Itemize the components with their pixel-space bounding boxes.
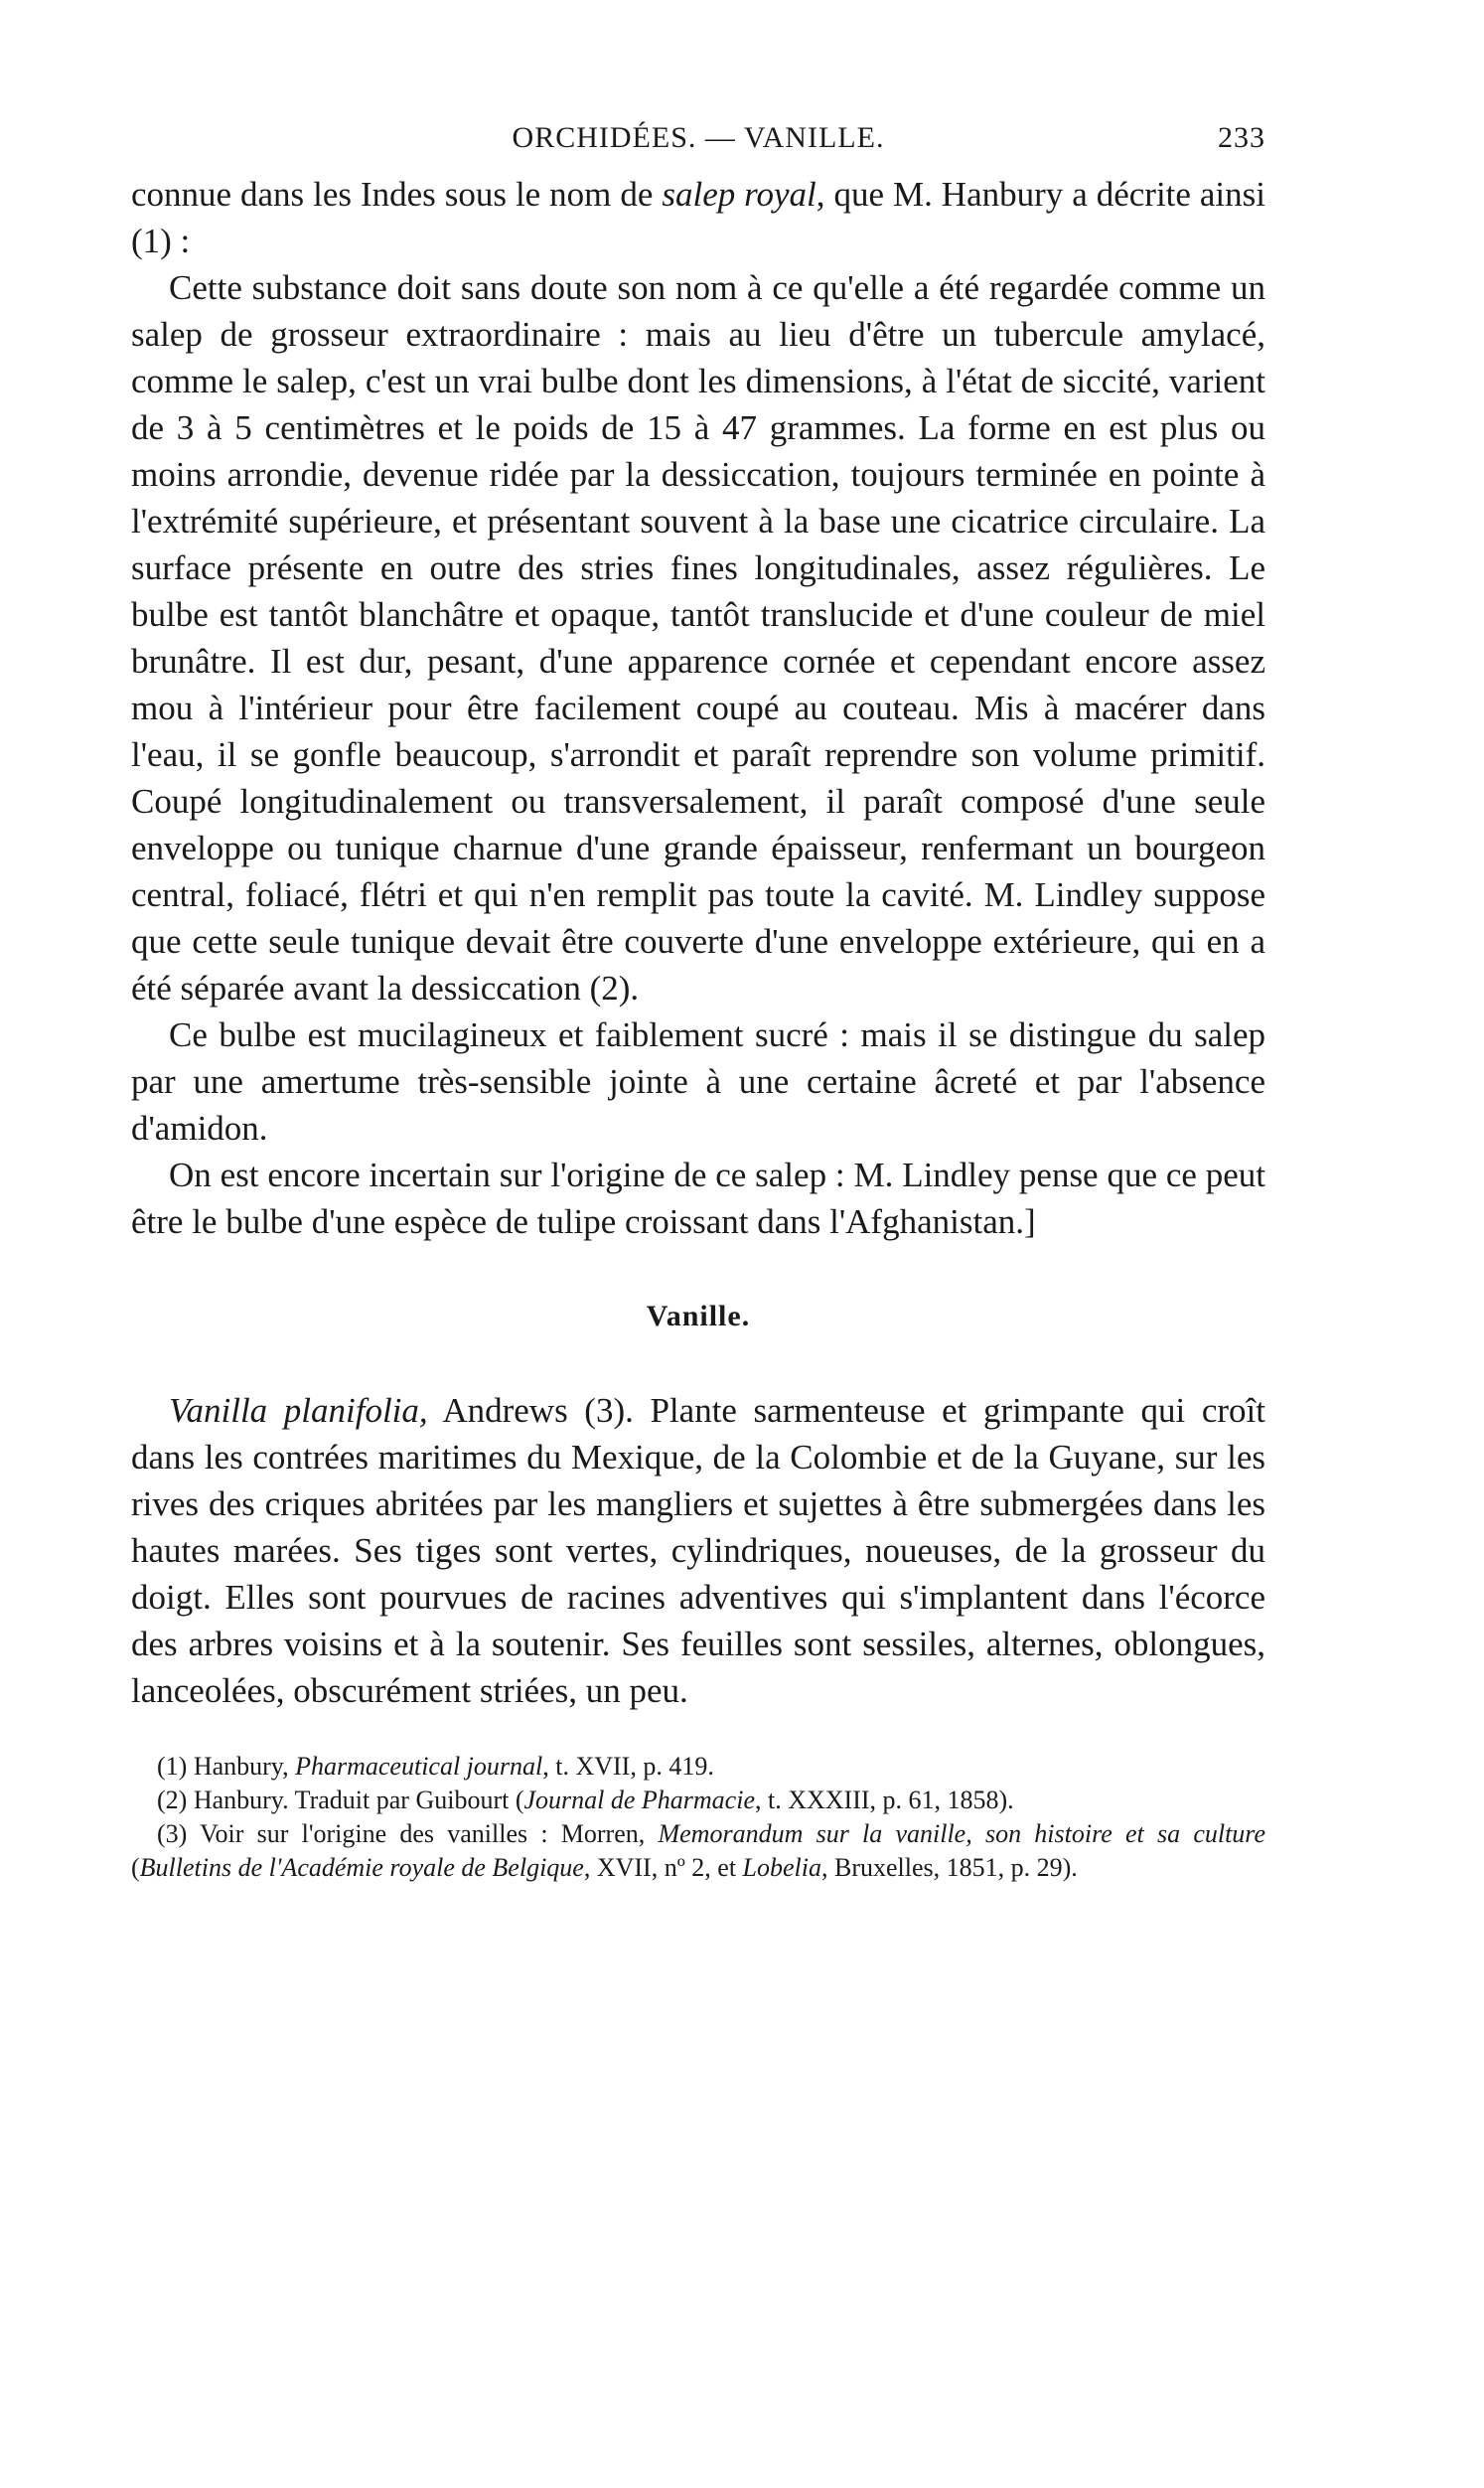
text-run: , Bruxelles, 1851, p. 29). <box>821 1853 1078 1882</box>
italic-title: Bulletins de l'Académie royale de Belgique <box>139 1853 584 1882</box>
text-run: Andrews (3). Plante sarmenteuse et grimpante qui croît dans les contrées maritimes du Mexique, de la Colombie et de la Guyane, sur les rives des criques abritées par les mangliers et sujettes à être submergées dans les hautes marées. Ses tiges sont vertes, cylindriques, noueuses, de la grosseur du doigt. Elles sont pourvues de racines adventives qui s'implantent dans l'écorce des arbres voisins et à la soutenir. Ses feuilles sont sessiles, alternes, oblongues, lanceolées, obscurément striées, un peu. <box>131 1391 1265 1710</box>
text-run: , t. XVII, p. 419. <box>542 1752 714 1781</box>
paragraph-salep-intro <box>131 171 1265 264</box>
italic-title: Journal de Pharmacie <box>523 1786 755 1814</box>
italic-title: Memorandum sur la vanille, son histoire et sa culture <box>658 1819 1265 1848</box>
paragraph-salep-properties: Ce bulbe est mucilagineux et faiblement sucré : mais il se distingue du salep par une amertume très-sensible jointe à une certaine âcreté et par l'absence d'amidon. <box>131 1015 1265 1148</box>
text-run: (1) Hanbury, <box>157 1752 296 1781</box>
footnote-1 <box>131 1750 1265 1784</box>
footnote-3 <box>131 1817 1265 1885</box>
running-head-title: ORCHIDÉES. — VANILLE. <box>512 121 885 154</box>
section-title: Vanille. <box>646 1300 751 1332</box>
footnote-2 <box>131 1784 1265 1817</box>
footnotes <box>131 1750 1265 1885</box>
text-run: , que M. Hanbury a décrite ainsi (1) : <box>131 175 1265 260</box>
text-run: , XVII, nº 2, et <box>583 1853 743 1882</box>
italic-title: Pharmaceutical journal <box>295 1752 543 1781</box>
italic-title: Lobelia <box>742 1853 821 1882</box>
italic-species-name: Vanilla planifolia, <box>169 1391 428 1430</box>
body-text <box>131 171 1265 1714</box>
paragraph-salep-description: Cette substance doit sans doute son nom à ce qu'elle a été regardée comme un salep de grosseur extraordinaire : mais au lieu d'être un tubercule amylacé, comme le salep, c'est un vrai bulbe dont les dimensions, à l'état de siccité, varient de 3 à 5 centimètres et le poids de 15 à 47 grammes. La forme en est plus ou moins arrondie, devenue ridée par la dessiccation, toujours terminée en pointe à l'extrémité supérieure, et présentant souvent à la base une cicatrice circulaire. La surface présente en outre des stries fines longitudinales, assez régulières. Le bulbe est tantôt blanchâtre et opaque, tantôt translucide et d'une couleur de miel brunâtre. Il est dur, pesant, d'une apparence cornée et cependant encore assez mou à l'intérieur pour être facilement coupé au couteau. Mis à macérer dans l'eau, il se gonfle beaucoup, s'arrondit et paraît reprendre son volume primitif. Coupé longitudinalement ou transversalement, il paraît composé d'une seule enveloppe ou tunique charnue d'une grande épaisseur, renfermant un bourgeon central, foliacé, flétri et qui n'en remplit pas toute la cavité. M. Lindley suppose que cette seule tunique devait être couverte d'une enveloppe extérieure, qui en a été séparée avant la dessiccation (2). <box>131 268 1265 1008</box>
italic-term: salep royal <box>662 175 816 214</box>
text-run: , t. XXXIII, p. 61, 1858). <box>755 1786 1014 1814</box>
paragraph-salep-origin: On est encore incertain sur l'origine de ce salep : M. Lindley pense que ce peut être le bulbe d'une espèce de tulipe croissant dans l'Afghanistan.] <box>131 1156 1265 1241</box>
text-run: ( <box>131 1853 140 1882</box>
book-page <box>131 111 1265 2387</box>
page-number: 233 <box>1218 121 1265 154</box>
running-head <box>131 111 1265 171</box>
paragraph-vanilla <box>131 1387 1265 1714</box>
text-run: (2) Hanbury. Traduit par Guibourt ( <box>157 1786 524 1814</box>
text-run: connue dans les Indes sous le nom de <box>131 175 663 214</box>
text-run: (3) Voir sur l'origine des vanilles : Morren, <box>157 1819 659 1848</box>
